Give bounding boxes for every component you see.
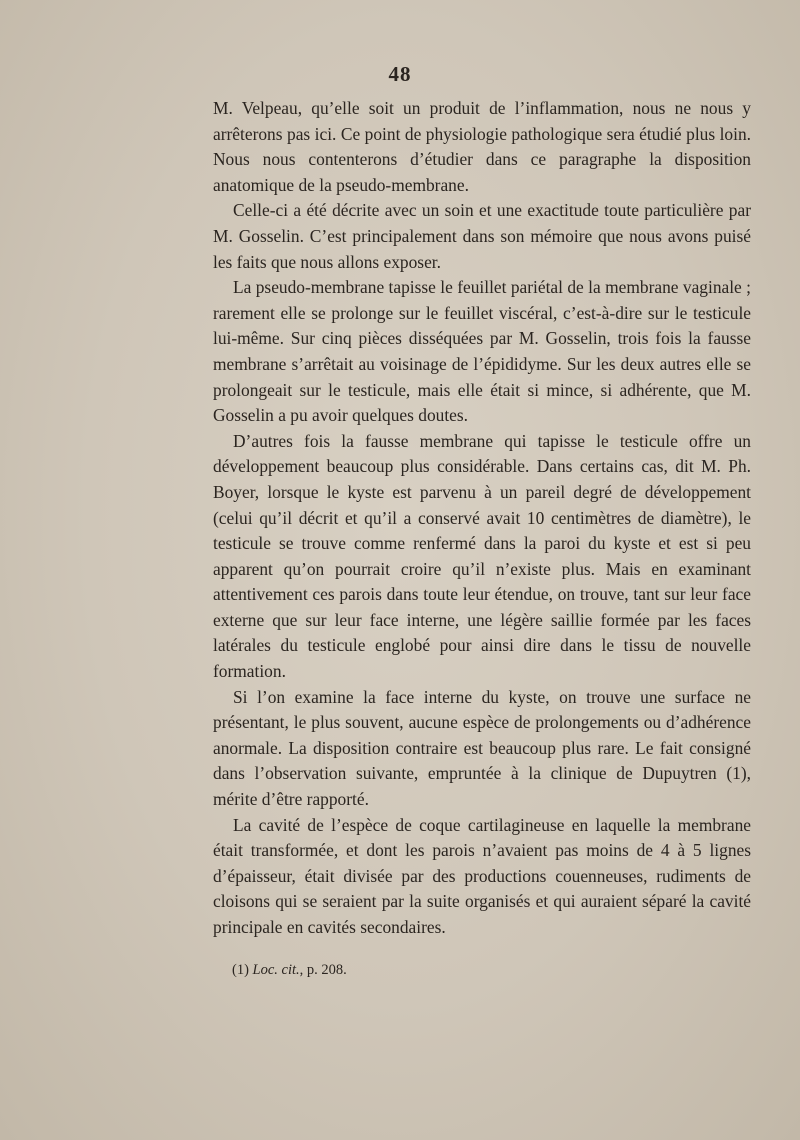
footnote — [232, 960, 347, 980]
footnote-marker: (1) — [232, 962, 249, 978]
paragraph-4: D’autres fois la fausse membrane qui tapisse le testicule offre un développement beaucoup plus considérable. Dans certains cas, dit M. Ph. Boyer, lorsque le kyste est parvenu à un pareil degré de développement (celui qu’il décrit et qu’il a conservé avait 10 centimètres de diamètre), le testicule se trouve comme renfermé dans la paroi du kyste et est si peu apparent qu’on pourrait croire qu’il n’existe plus. Mais en examinant attentivement ces parois dans toute leur étendue, on trouve, tant sur leur face externe que sur leur face interne, une légère saillie formée par les faces latérales du testicule englobé pour ainsi dire dans le tissu de nouvelle formation. — [213, 430, 751, 682]
footnote-reference: Loc. cit. — [252, 962, 300, 978]
page-number: 48 — [388, 62, 412, 86]
body-text — [213, 96, 751, 941]
paragraph-5: Si l’on examine la face interne du kyste, on trouve une surface ne présentant, le plus souvent, aucune espèce de prolongements ou d’adhérence anormale. La disposition contraire est beaucoup plus rare. Le fait consigné dans l’observation suivante, empruntée à la clinique de Dupuytren (1), mérite d’être rapporté. — [213, 686, 751, 810]
paragraph-6: La cavité de l’espèce de coque cartilagineuse en laquelle la membrane était transformée, et dont les parois n’avaient pas moins de 4 à 5 lignes d’épaisseur, était divisée par des productions couenneuses, rudiments de cloisons qui se seraient par la suite organisés et qui auraient séparé la cavité principale en cavités secondaires. — [213, 814, 751, 937]
paragraph-2: Celle-ci a été décrite avec un soin et une exactitude toute particulière par M. Gosselin. C’est principalement dans son mémoire que nous avons puisé les faits que nous allons exposer. — [213, 200, 751, 272]
paragraph-3: La pseudo-membrane tapisse le feuillet pariétal de la membrane vaginale ; rarement elle se prolonge sur le feuillet viscéral, c’est-à-dire sur le testicule lui-même. Sur cinq pièces disséquées par M. Gosselin, trois fois la fausse membrane s’arrêtait au voisinage de l’épididyme. Sur les deux autres elle se prolongeait sur le testicule, mais elle était si mince, si adhérente, que M. Gosselin a pu avoir quelques doutes. — [213, 277, 751, 426]
footnote-page: , p. 208. — [299, 962, 347, 978]
paragraph-1: M. Velpeau, qu’elle soit un produit de l’inflammation, nous ne nous y arrêterons pas ici. Ce point de physiologie pathologique sera étudié plus loin. Nous nous contenterons d’étudier dans ce paragraphe la disposition anatomique de la pseudo-membrane. — [213, 98, 751, 195]
